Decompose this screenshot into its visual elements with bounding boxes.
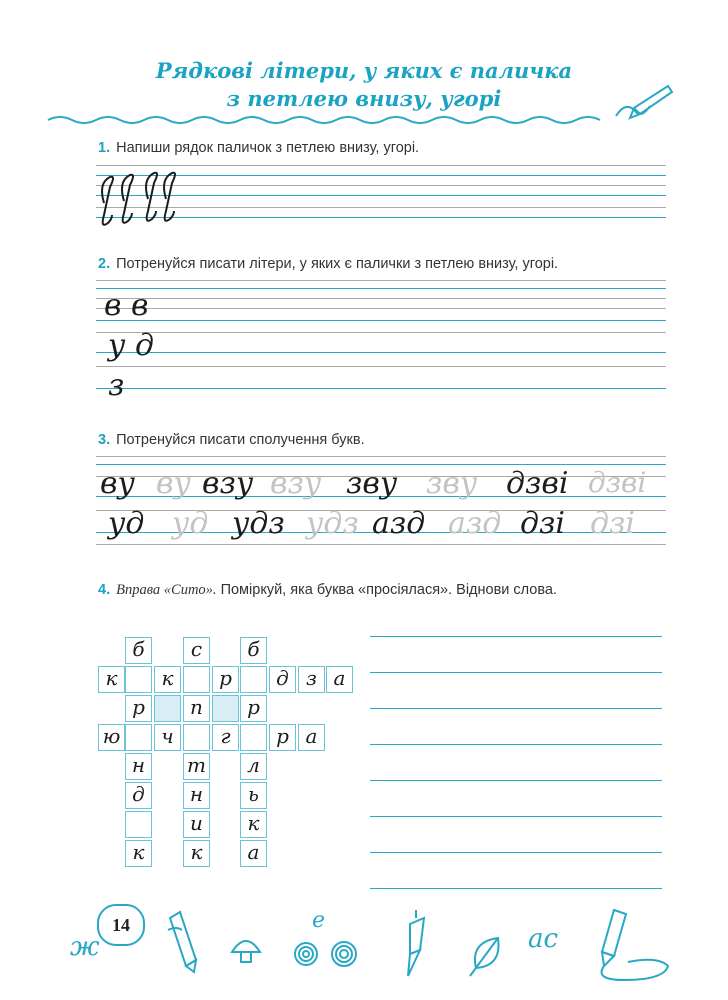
spiral-icon — [295, 943, 317, 965]
spiral-icon — [332, 942, 356, 966]
page-number: 14 — [97, 904, 145, 946]
sieve-cell[interactable]: р — [269, 724, 296, 751]
combo-trace: уд — [172, 506, 209, 541]
sieve-cell[interactable]: ч — [154, 724, 181, 751]
page-title-line-2: з петлею внизу, угорі — [226, 86, 502, 111]
leaf-icon — [470, 938, 499, 976]
combo-dark: ву — [100, 466, 135, 501]
combo-dark: дзі — [520, 506, 565, 541]
sieve-cell[interactable]: и — [183, 811, 210, 838]
task-text: Потренуйся писати сполучення букв. — [116, 432, 365, 448]
sieve-cell[interactable]: т — [183, 753, 210, 780]
combo-dark: удз — [232, 506, 285, 541]
sieve-cell[interactable]: с — [183, 637, 210, 664]
page-title-line-1: Рядкові літери, у яких є паличка — [155, 58, 573, 83]
task-number: 2. — [98, 256, 111, 272]
sieve-cell[interactable]: к — [98, 666, 125, 693]
sieve-cell[interactable]: з — [298, 666, 325, 693]
combo-dark: дзві — [506, 466, 569, 501]
sieve-cell[interactable]: ю — [98, 724, 125, 751]
sieve-cell[interactable]: н — [183, 782, 210, 809]
combo-dark: уд — [108, 506, 145, 541]
combo-trace: дзі — [590, 506, 635, 541]
decor-letters-as: ас — [528, 924, 559, 954]
task-number: 3. — [98, 432, 111, 448]
handwriting-z: з — [108, 368, 125, 403]
task-number: 4. — [98, 582, 111, 598]
sieve-cell[interactable]: р — [240, 695, 267, 722]
combo-trace: удз — [306, 506, 359, 541]
handwriting-v-v: в в — [104, 288, 149, 323]
combo-trace: зву — [426, 466, 478, 501]
pen-swirl-icon — [602, 910, 669, 980]
combo-dark: взу — [202, 466, 254, 501]
sieve-cell[interactable]: д — [269, 666, 296, 693]
sieve-cell[interactable]: г — [212, 724, 239, 751]
sieve-cell[interactable]: а — [326, 666, 353, 693]
sieve-cell[interactable]: р — [125, 695, 152, 722]
task-text: Потренуйся писати літери, у яких є палички з петлею внизу, угорі. — [116, 256, 559, 272]
combo-trace: азд — [448, 506, 502, 541]
sieve-cell[interactable]: р — [212, 666, 239, 693]
sieve-cell[interactable]: б — [125, 637, 152, 664]
pencil-icon — [168, 912, 196, 972]
sieve-cell[interactable]: б — [240, 637, 267, 664]
sieve-cell[interactable]: ь — [240, 782, 267, 809]
combo-dark: зву — [346, 466, 398, 501]
sieve-cell[interactable]: а — [240, 840, 267, 867]
task-text: Напиши рядок паличок з петлею внизу, угорі. — [116, 140, 420, 156]
handwriting-u-d: у д — [108, 328, 154, 363]
combo-trace: ву — [156, 466, 191, 501]
sieve-cell[interactable]: к — [125, 840, 152, 867]
combo-trace: дзві — [588, 466, 647, 499]
fountain-pen-icon — [408, 910, 424, 976]
sieve-cell[interactable]: а — [298, 724, 325, 751]
sieve-cell[interactable]: д — [125, 782, 152, 809]
exercise-title: Вправа «Сито». — [116, 582, 217, 598]
sieve-cell[interactable]: л — [240, 753, 267, 780]
sieve-cell[interactable]: н — [125, 753, 152, 780]
sieve-cell[interactable]: к — [183, 840, 210, 867]
sieve-cell[interactable]: к — [240, 811, 267, 838]
sieve-cell[interactable]: к — [154, 666, 181, 693]
mushroom-icon — [232, 941, 260, 962]
sieve-cell[interactable]: п — [183, 695, 210, 722]
task-text: Поміркуй, яка буква «просіялася». Віднови слова. — [216, 582, 557, 598]
decor-letter-e: е — [312, 908, 326, 933]
task-number: 1. — [98, 140, 111, 156]
combo-trace: взу — [270, 466, 322, 501]
decor-letter-zh: ж — [70, 932, 100, 962]
combo-dark: азд — [372, 506, 426, 541]
